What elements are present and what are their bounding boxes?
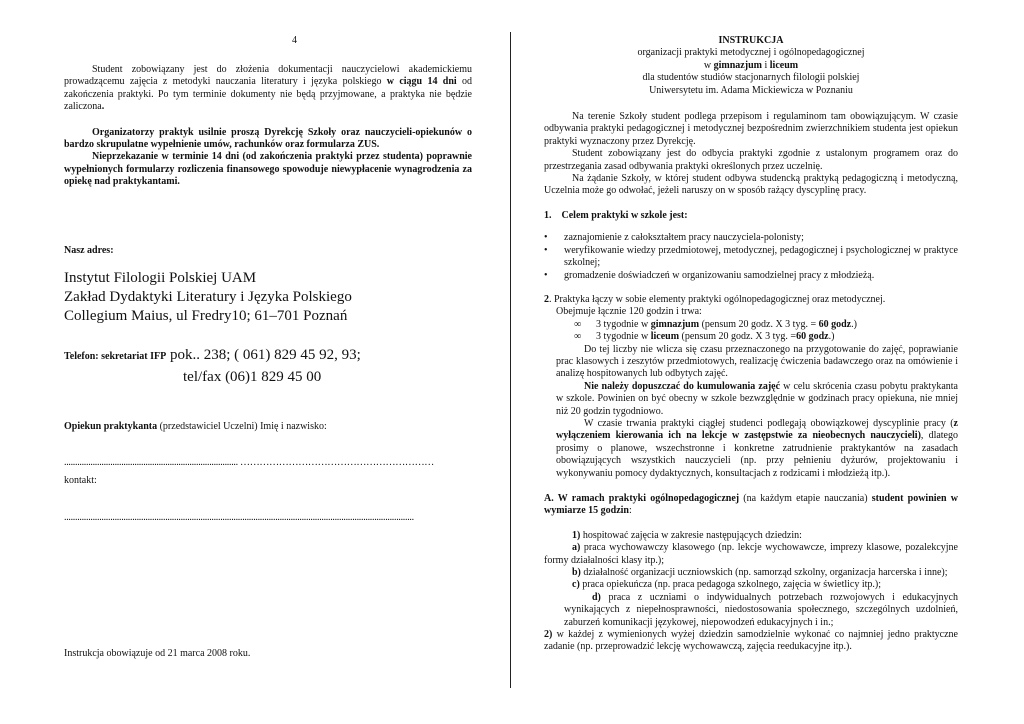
address-line-1: Instytut Filologii Polskiej UAM: [64, 270, 257, 287]
section-2-text: 2. Praktyka łączy w sobie elementy praktyki ogólnopedagogicznej oraz metodycznej.: [544, 293, 886, 305]
section-1-heading: 1. Celem praktyki w szkole jest:: [544, 209, 688, 221]
phone-label: Telefon: sekretariat IFP: [64, 351, 167, 363]
instruction-subtitle-1: organizacji praktyki metodycznej i ogólnopedagogicznej: [637, 47, 865, 59]
item-d: d) praca z uczniami o indywidualnych potrzebach rozwojowych i edukacyjnych wynikających z niepełnosprawności, niedostosowania społecznego, szczególnych uzdolnień, zaburzeń komunikacji językowej, niepowodzeń edukacyjnych i in.;: [564, 591, 958, 628]
validity-note: Instrukcja obowiązuje od 21 marca 2008 roku.: [64, 648, 251, 659]
right-column: [544, 0, 958, 654]
submission-paragraph: Student zobowiązany jest do złożenia dokumentacji nauczycielowi akademickiemu prowadzącemu zajęcia z metodyki nauczania literatury i języka polskiego w ciągu 14 dni od zakończenia praktyki. Po tym terminie dokumenty nie będą przyjmowane, a praktyka nie będzie zaliczona.: [64, 64, 472, 113]
left-column: [64, 0, 472, 659]
item-1: 1) hospitować zajęcia w zakresie następujących dziedzin:: [572, 529, 802, 541]
page-divider: [510, 32, 511, 688]
organizers-request: Organizatorzy praktyk usilnie proszą Dyrekcję Szkoły oraz nauczycieli-opiekunów o bardzo skrupulatne wypełnienie umów, rachunków oraz formularza ZUS.: [64, 126, 472, 151]
list-item: • weryfikowanie wiedzy przedmiotowej, metodycznej, pedagogicznej i psychologicznej w praktyce szkolnej;: [544, 244, 958, 269]
intro-paragraph-3: Na żądanie Szkoły, w której student odbywa studencką praktyką pedagogiczną i metodyczną, Uczelnia może go odwołać, jeżeli naruszy on w sposób rażący dyscyplinę pracy.: [544, 173, 958, 197]
fax-line: tel/fax (06)1 829 45 00: [183, 369, 322, 386]
hours-line: Obejmuje łącznie 120 godzin i trwa:: [556, 306, 702, 318]
item-a: a) praca wychowawczy klasowego (np. lekcje wychowawcze, imprezy klasowe, pozalekcyjne formy działalności klasy itp.);: [544, 542, 958, 566]
instruction-subtitle-3: dla studentów studiów stacjonarnych filologii polskiej: [642, 72, 860, 84]
contact-line: ...............................................................................................................................................................: [64, 511, 414, 523]
no-accumulation-paragraph: Nie należy dopuszczać do kumulowania zajęć w celu skrócenia czasu pobytu praktykanta w szkole. Powinien on być obecny w szkole bezwzględnie w godzinach pracy opiekuna, nie mniej niż 20 godzin tygodniowo.: [556, 380, 958, 417]
gimnazjum-duration: ∞ 3 tygodnie w gimnazjum (pensum 20 godz. X 3 tyg. = 60 godz.): [574, 318, 857, 330]
intro-paragraph-1: Na terenie Szkoły student podlega przepisom i regulaminom tam obowiązującym. W czasie odbywania praktyki pedagogicznej i metodycznej bezpośrednim zwierzchnikiem studenta jest opiekun praktyki wyznaczony przez Dyrekcję.: [544, 111, 958, 147]
guardian-name-line: ............................................................................... ……………………………………………………: [64, 457, 435, 469]
discipline-paragraph: W czasie trwania praktyki ciągłej studenci podlegają obowiązkowej dyscyplinie pracy (z wyłączeniem kierowania ich na lekcje w zastępstwie za nieobecnych nauczycieli), dlatego prosimy o planowe, wszechstronne i konkretne zatrudnienie praktykantów na zasadach obowiązujących wszystkich nauczycieli (np. przy pełnieniu dyżurów, projektowaniu i wykonywaniu pomocy dydaktycznych, konsultacjach z rodzicami i młodzieżą itp.).: [556, 417, 958, 479]
section-a-heading: A. W ramach praktyki ogólnopedagogicznej (na każdym etapie nauczania) student powinien w wymiarze 15 godzin:: [544, 493, 958, 517]
contact-label: kontakt:: [64, 475, 97, 487]
item-2: 2) w każdej z wymienionych wyżej dziedzin samodzielnie wykonać co najmniej jedno praktyczne zadanie (np. przeprowadzić lekcję wychowawczą, zajęcia reedukacyjne itp.).: [544, 629, 958, 653]
instruction-header: [544, 35, 958, 97]
address-line-2: Zakład Dydaktyki Literatury i Języka Polskiego: [64, 289, 352, 306]
liceum-duration: ∞ 3 tygodnie w liceum (pensum 20 godz. X 3 tyg. =60 godz.): [574, 331, 835, 343]
list-item: • zaznajomienie z całokształtem pracy nauczyciela-polonisty;: [544, 232, 804, 244]
instruction-title: INSTRUKCJA: [718, 35, 784, 46]
phone-value: pok.. 238; ( 061) 829 45 92, 93;: [166, 347, 361, 364]
address-line-3: Collegium Maius, ul Fredry10; 61–701 Poznań: [64, 308, 348, 325]
address-block: [64, 269, 472, 326]
phone-line: [64, 346, 472, 365]
intro-paragraph-2: Student zobowiązany jest do odbycia praktyki zgodnie z ustalonym programem oraz do przestrzegania zasad odbywania praktyki określonych przez uczelnię.: [544, 148, 958, 172]
item-c: c) praca opiekuńcza (np. praca pedagoga szkolnego, zajęcia w świetlicy itp.);: [572, 579, 882, 591]
list-item: • gromadzenie doświadczeń w organizowaniu samodzielnej pracy z młodzieżą.: [544, 269, 875, 281]
payment-warning: Nieprzekazanie w terminie 14 dni (od zakończenia praktyki przez studenta) poprawnie wypełnionych formularzy rozliczenia finansowego spowoduje niewypłacenie wynagrodzenia za opiekę nad praktykantami.: [64, 151, 472, 188]
instruction-subtitle-2: w gimnazjum i liceum: [703, 59, 799, 71]
item-b: b) działalność organizacji uczniowskich (np. samorząd szkolny, organizacja harcerska i inne);: [572, 567, 948, 579]
goals-list: [544, 232, 958, 282]
preparation-paragraph: Do tej liczby nie wlicza się czasu przeznaczonego na przygotowanie do zajęć, poprawianie prac klasowych i zeszytów przedmiotowych, realizację ćwiczenia badawczego oraz na omówienie i analizę hospitowanych lub odbytych zajęć.: [556, 343, 958, 380]
address-label: Nasz adres:: [64, 244, 114, 256]
instruction-subtitle-4: Uniwersytetu im. Adama Mickiewicza w Poznaniu: [649, 84, 853, 96]
page-number: 4: [292, 35, 297, 46]
guardian-label: Opiekun praktykanta (przedstawiciel Uczelni) Imię i nazwisko:: [64, 421, 327, 433]
